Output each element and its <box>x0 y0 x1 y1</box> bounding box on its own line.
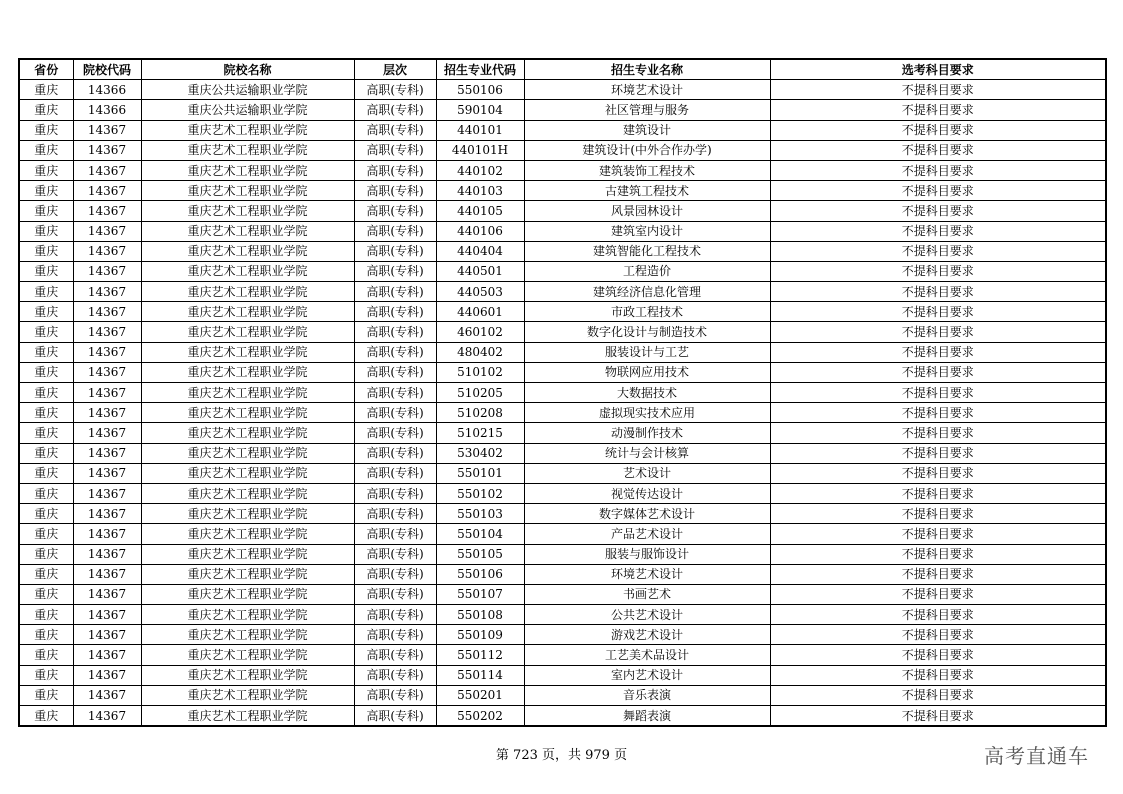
cell-province: 重庆 <box>19 322 73 342</box>
table-row <box>19 423 1106 443</box>
cell-school-code: 14367 <box>73 403 141 423</box>
table-row <box>19 564 1106 584</box>
cell-subject-requirement: 不提科目要求 <box>770 584 1106 604</box>
cell-province: 重庆 <box>19 504 73 524</box>
cell-school-name: 重庆艺术工程职业学院 <box>141 160 354 180</box>
admissions-table <box>18 58 1107 727</box>
cell-major-code: 550107 <box>436 584 524 604</box>
cell-major-name: 风景园林设计 <box>524 201 770 221</box>
cell-major-name: 服装与服饰设计 <box>524 544 770 564</box>
cell-major-code: 550106 <box>436 80 524 100</box>
cell-subject-requirement: 不提科目要求 <box>770 383 1106 403</box>
cell-school-name: 重庆艺术工程职业学院 <box>141 201 354 221</box>
cell-school-code: 14367 <box>73 261 141 281</box>
table-row <box>19 706 1106 727</box>
cell-major-name: 市政工程技术 <box>524 302 770 322</box>
cell-school-name: 重庆艺术工程职业学院 <box>141 120 354 140</box>
cell-major-name: 社区管理与服务 <box>524 100 770 120</box>
cell-school-name: 重庆艺术工程职业学院 <box>141 665 354 685</box>
cell-level: 高职(专科) <box>354 282 436 302</box>
cell-province: 重庆 <box>19 706 73 727</box>
cell-school-code: 14367 <box>73 665 141 685</box>
header-province: 省份 <box>19 59 73 80</box>
cell-school-code: 14367 <box>73 483 141 503</box>
cell-level: 高职(专科) <box>354 403 436 423</box>
cell-subject-requirement: 不提科目要求 <box>770 605 1106 625</box>
cell-school-name: 重庆艺术工程职业学院 <box>141 302 354 322</box>
cell-major-code: 440103 <box>436 181 524 201</box>
cell-level: 高职(专科) <box>354 140 436 160</box>
cell-school-name: 重庆艺术工程职业学院 <box>141 443 354 463</box>
cell-major-name: 古建筑工程技术 <box>524 181 770 201</box>
cell-school-name: 重庆艺术工程职业学院 <box>141 282 354 302</box>
cell-school-name: 重庆艺术工程职业学院 <box>141 645 354 665</box>
cell-subject-requirement: 不提科目要求 <box>770 544 1106 564</box>
cell-school-code: 14367 <box>73 504 141 524</box>
cell-major-code: 550112 <box>436 645 524 665</box>
cell-major-name: 数字媒体艺术设计 <box>524 504 770 524</box>
cell-major-name: 产品艺术设计 <box>524 524 770 544</box>
cell-subject-requirement: 不提科目要求 <box>770 625 1106 645</box>
cell-subject-requirement: 不提科目要求 <box>770 302 1106 322</box>
cell-major-code: 550109 <box>436 625 524 645</box>
cell-major-name: 动漫制作技术 <box>524 423 770 443</box>
cell-province: 重庆 <box>19 342 73 362</box>
cell-level: 高职(专科) <box>354 443 436 463</box>
cell-major-name: 建筑经济信息化管理 <box>524 282 770 302</box>
table-row <box>19 322 1106 342</box>
cell-subject-requirement: 不提科目要求 <box>770 483 1106 503</box>
cell-subject-requirement: 不提科目要求 <box>770 362 1106 382</box>
header-school-code: 院校代码 <box>73 59 141 80</box>
cell-school-code: 14367 <box>73 342 141 362</box>
cell-major-code: 550105 <box>436 544 524 564</box>
cell-subject-requirement: 不提科目要求 <box>770 524 1106 544</box>
cell-province: 重庆 <box>19 181 73 201</box>
cell-subject-requirement: 不提科目要求 <box>770 261 1106 281</box>
cell-level: 高职(专科) <box>354 483 436 503</box>
table-row <box>19 120 1106 140</box>
table-row <box>19 483 1106 503</box>
cell-major-name: 游戏艺术设计 <box>524 625 770 645</box>
cell-school-name: 重庆艺术工程职业学院 <box>141 544 354 564</box>
header-major-code: 招生专业代码 <box>436 59 524 80</box>
cell-subject-requirement: 不提科目要求 <box>770 120 1106 140</box>
cell-province: 重庆 <box>19 160 73 180</box>
cell-level: 高职(专科) <box>354 120 436 140</box>
cell-school-name: 重庆艺术工程职业学院 <box>141 524 354 544</box>
cell-major-name: 物联网应用技术 <box>524 362 770 382</box>
cell-province: 重庆 <box>19 362 73 382</box>
table-row <box>19 261 1106 281</box>
table-row <box>19 665 1106 685</box>
cell-province: 重庆 <box>19 544 73 564</box>
cell-level: 高职(专科) <box>354 584 436 604</box>
cell-school-code: 14367 <box>73 706 141 727</box>
header-subject-requirement: 选考科目要求 <box>770 59 1106 80</box>
cell-school-name: 重庆艺术工程职业学院 <box>141 140 354 160</box>
cell-school-code: 14367 <box>73 120 141 140</box>
cell-major-name: 虚拟现实技术应用 <box>524 403 770 423</box>
cell-province: 重庆 <box>19 524 73 544</box>
cell-major-code: 480402 <box>436 342 524 362</box>
cell-level: 高职(专科) <box>354 322 436 342</box>
cell-level: 高职(专科) <box>354 645 436 665</box>
cell-province: 重庆 <box>19 241 73 261</box>
cell-school-code: 14367 <box>73 605 141 625</box>
cell-major-code: 550201 <box>436 685 524 705</box>
cell-major-code: 590104 <box>436 100 524 120</box>
cell-level: 高职(专科) <box>354 221 436 241</box>
cell-school-name: 重庆艺术工程职业学院 <box>141 685 354 705</box>
cell-subject-requirement: 不提科目要求 <box>770 181 1106 201</box>
table-row <box>19 100 1106 120</box>
cell-subject-requirement: 不提科目要求 <box>770 504 1106 524</box>
cell-school-name: 重庆艺术工程职业学院 <box>141 383 354 403</box>
table-row <box>19 201 1106 221</box>
table-row <box>19 241 1106 261</box>
table-row <box>19 181 1106 201</box>
cell-major-code: 440601 <box>436 302 524 322</box>
cell-major-code: 550104 <box>436 524 524 544</box>
cell-level: 高职(专科) <box>354 181 436 201</box>
cell-province: 重庆 <box>19 403 73 423</box>
cell-major-name: 舞蹈表演 <box>524 706 770 727</box>
cell-school-code: 14367 <box>73 160 141 180</box>
cell-level: 高职(专科) <box>354 160 436 180</box>
cell-subject-requirement: 不提科目要求 <box>770 221 1106 241</box>
cell-major-code: 550106 <box>436 564 524 584</box>
cell-subject-requirement: 不提科目要求 <box>770 201 1106 221</box>
cell-major-name: 建筑室内设计 <box>524 221 770 241</box>
table-row <box>19 443 1106 463</box>
table-row <box>19 605 1106 625</box>
table-row <box>19 625 1106 645</box>
cell-school-name: 重庆艺术工程职业学院 <box>141 463 354 483</box>
cell-subject-requirement: 不提科目要求 <box>770 100 1106 120</box>
cell-major-code: 440101H <box>436 140 524 160</box>
cell-school-code: 14367 <box>73 302 141 322</box>
cell-school-name: 重庆艺术工程职业学院 <box>141 181 354 201</box>
watermark-logo: 高考直通车 <box>984 744 1089 768</box>
cell-major-code: 440503 <box>436 282 524 302</box>
table-row <box>19 504 1106 524</box>
cell-province: 重庆 <box>19 423 73 443</box>
cell-major-name: 建筑设计(中外合作办学) <box>524 140 770 160</box>
cell-major-name: 室内艺术设计 <box>524 665 770 685</box>
cell-school-code: 14367 <box>73 423 141 443</box>
cell-major-code: 530402 <box>436 443 524 463</box>
cell-major-code: 440404 <box>436 241 524 261</box>
cell-level: 高职(专科) <box>354 342 436 362</box>
cell-school-code: 14367 <box>73 584 141 604</box>
cell-province: 重庆 <box>19 80 73 100</box>
cell-school-code: 14367 <box>73 524 141 544</box>
cell-school-code: 14367 <box>73 221 141 241</box>
cell-level: 高职(专科) <box>354 241 436 261</box>
cell-province: 重庆 <box>19 100 73 120</box>
cell-major-name: 音乐表演 <box>524 685 770 705</box>
cell-major-name: 公共艺术设计 <box>524 605 770 625</box>
cell-province: 重庆 <box>19 221 73 241</box>
cell-major-name: 建筑设计 <box>524 120 770 140</box>
table-row <box>19 544 1106 564</box>
cell-subject-requirement: 不提科目要求 <box>770 403 1106 423</box>
cell-subject-requirement: 不提科目要求 <box>770 342 1106 362</box>
cell-level: 高职(专科) <box>354 100 436 120</box>
cell-level: 高职(专科) <box>354 685 436 705</box>
cell-major-code: 550101 <box>436 463 524 483</box>
cell-province: 重庆 <box>19 564 73 584</box>
cell-province: 重庆 <box>19 201 73 221</box>
cell-major-code: 440105 <box>436 201 524 221</box>
cell-subject-requirement: 不提科目要求 <box>770 564 1106 584</box>
cell-level: 高职(专科) <box>354 261 436 281</box>
header-major-name: 招生专业名称 <box>524 59 770 80</box>
cell-major-name: 书画艺术 <box>524 584 770 604</box>
cell-level: 高职(专科) <box>354 524 436 544</box>
cell-school-name: 重庆艺术工程职业学院 <box>141 362 354 382</box>
cell-school-name: 重庆艺术工程职业学院 <box>141 342 354 362</box>
cell-major-code: 550103 <box>436 504 524 524</box>
cell-province: 重庆 <box>19 120 73 140</box>
table-row <box>19 362 1106 382</box>
cell-subject-requirement: 不提科目要求 <box>770 241 1106 261</box>
cell-school-code: 14367 <box>73 140 141 160</box>
cell-school-code: 14366 <box>73 100 141 120</box>
cell-school-name: 重庆艺术工程职业学院 <box>141 584 354 604</box>
cell-major-code: 510215 <box>436 423 524 443</box>
cell-level: 高职(专科) <box>354 302 436 322</box>
cell-subject-requirement: 不提科目要求 <box>770 685 1106 705</box>
cell-school-code: 14367 <box>73 181 141 201</box>
cell-province: 重庆 <box>19 605 73 625</box>
cell-school-code: 14367 <box>73 685 141 705</box>
cell-level: 高职(专科) <box>354 383 436 403</box>
cell-level: 高职(专科) <box>354 201 436 221</box>
cell-major-code: 510102 <box>436 362 524 382</box>
table-row <box>19 160 1106 180</box>
cell-major-name: 统计与会计核算 <box>524 443 770 463</box>
cell-major-code: 460102 <box>436 322 524 342</box>
cell-school-name: 重庆艺术工程职业学院 <box>141 261 354 281</box>
table-row <box>19 302 1106 322</box>
cell-major-name: 工程造价 <box>524 261 770 281</box>
cell-province: 重庆 <box>19 625 73 645</box>
cell-province: 重庆 <box>19 665 73 685</box>
table-row <box>19 524 1106 544</box>
table-row <box>19 584 1106 604</box>
cell-level: 高职(专科) <box>354 665 436 685</box>
cell-province: 重庆 <box>19 584 73 604</box>
cell-school-code: 14367 <box>73 241 141 261</box>
table-row <box>19 140 1106 160</box>
cell-major-code: 550108 <box>436 605 524 625</box>
cell-major-code: 550102 <box>436 483 524 503</box>
cell-school-code: 14367 <box>73 282 141 302</box>
cell-level: 高职(专科) <box>354 564 436 584</box>
header-school-name: 院校名称 <box>141 59 354 80</box>
cell-major-code: 510208 <box>436 403 524 423</box>
cell-school-name: 重庆艺术工程职业学院 <box>141 706 354 727</box>
cell-school-name: 重庆艺术工程职业学院 <box>141 322 354 342</box>
cell-school-name: 重庆艺术工程职业学院 <box>141 423 354 443</box>
table-row <box>19 383 1106 403</box>
cell-major-name: 视觉传达设计 <box>524 483 770 503</box>
cell-level: 高职(专科) <box>354 625 436 645</box>
cell-major-code: 550202 <box>436 706 524 727</box>
cell-school-name: 重庆公共运输职业学院 <box>141 80 354 100</box>
cell-school-code: 14367 <box>73 544 141 564</box>
cell-level: 高职(专科) <box>354 706 436 727</box>
cell-major-name: 大数据技术 <box>524 383 770 403</box>
cell-province: 重庆 <box>19 282 73 302</box>
cell-school-code: 14367 <box>73 625 141 645</box>
cell-level: 高职(专科) <box>354 605 436 625</box>
cell-subject-requirement: 不提科目要求 <box>770 423 1106 443</box>
cell-major-name: 环境艺术设计 <box>524 80 770 100</box>
table-row <box>19 463 1106 483</box>
cell-level: 高职(专科) <box>354 544 436 564</box>
cell-school-code: 14367 <box>73 383 141 403</box>
cell-subject-requirement: 不提科目要求 <box>770 80 1106 100</box>
cell-province: 重庆 <box>19 383 73 403</box>
cell-province: 重庆 <box>19 463 73 483</box>
table-row <box>19 645 1106 665</box>
cell-subject-requirement: 不提科目要求 <box>770 140 1106 160</box>
cell-province: 重庆 <box>19 685 73 705</box>
cell-subject-requirement: 不提科目要求 <box>770 443 1106 463</box>
cell-province: 重庆 <box>19 483 73 503</box>
cell-subject-requirement: 不提科目要求 <box>770 463 1106 483</box>
cell-level: 高职(专科) <box>354 423 436 443</box>
cell-subject-requirement: 不提科目要求 <box>770 706 1106 727</box>
cell-major-name: 工艺美术品设计 <box>524 645 770 665</box>
cell-school-code: 14367 <box>73 362 141 382</box>
cell-province: 重庆 <box>19 645 73 665</box>
cell-major-name: 建筑智能化工程技术 <box>524 241 770 261</box>
cell-level: 高职(专科) <box>354 80 436 100</box>
cell-major-name: 服装设计与工艺 <box>524 342 770 362</box>
cell-subject-requirement: 不提科目要求 <box>770 160 1106 180</box>
table-row <box>19 685 1106 705</box>
table-row <box>19 282 1106 302</box>
cell-subject-requirement: 不提科目要求 <box>770 665 1106 685</box>
cell-school-name: 重庆艺术工程职业学院 <box>141 564 354 584</box>
cell-level: 高职(专科) <box>354 504 436 524</box>
table-row <box>19 342 1106 362</box>
cell-school-code: 14367 <box>73 463 141 483</box>
cell-subject-requirement: 不提科目要求 <box>770 282 1106 302</box>
cell-school-name: 重庆艺术工程职业学院 <box>141 504 354 524</box>
cell-province: 重庆 <box>19 140 73 160</box>
cell-subject-requirement: 不提科目要求 <box>770 322 1106 342</box>
cell-major-code: 440102 <box>436 160 524 180</box>
cell-major-code: 440101 <box>436 120 524 140</box>
cell-province: 重庆 <box>19 261 73 281</box>
cell-major-name: 艺术设计 <box>524 463 770 483</box>
cell-major-code: 550114 <box>436 665 524 685</box>
page-number: 第 723 页，共 979 页 <box>495 748 628 763</box>
cell-major-name: 环境艺术设计 <box>524 564 770 584</box>
cell-level: 高职(专科) <box>354 362 436 382</box>
cell-school-code: 14366 <box>73 80 141 100</box>
header-level: 层次 <box>354 59 436 80</box>
cell-school-code: 14367 <box>73 645 141 665</box>
cell-province: 重庆 <box>19 443 73 463</box>
cell-school-name: 重庆艺术工程职业学院 <box>141 221 354 241</box>
cell-school-code: 14367 <box>73 201 141 221</box>
cell-school-name: 重庆艺术工程职业学院 <box>141 625 354 645</box>
cell-major-code: 440106 <box>436 221 524 241</box>
cell-major-name: 建筑装饰工程技术 <box>524 160 770 180</box>
cell-major-code: 440501 <box>436 261 524 281</box>
table-row <box>19 403 1106 423</box>
cell-school-name: 重庆艺术工程职业学院 <box>141 403 354 423</box>
cell-school-code: 14367 <box>73 322 141 342</box>
cell-school-name: 重庆公共运输职业学院 <box>141 100 354 120</box>
cell-major-name: 数字化设计与制造技术 <box>524 322 770 342</box>
cell-school-name: 重庆艺术工程职业学院 <box>141 241 354 261</box>
cell-province: 重庆 <box>19 302 73 322</box>
cell-subject-requirement: 不提科目要求 <box>770 645 1106 665</box>
cell-school-name: 重庆艺术工程职业学院 <box>141 483 354 503</box>
cell-major-code: 510205 <box>436 383 524 403</box>
cell-level: 高职(专科) <box>354 463 436 483</box>
cell-school-code: 14367 <box>73 564 141 584</box>
table-row <box>19 80 1106 100</box>
table-header-row <box>19 59 1106 80</box>
cell-school-name: 重庆艺术工程职业学院 <box>141 605 354 625</box>
table-row <box>19 221 1106 241</box>
cell-school-code: 14367 <box>73 443 141 463</box>
